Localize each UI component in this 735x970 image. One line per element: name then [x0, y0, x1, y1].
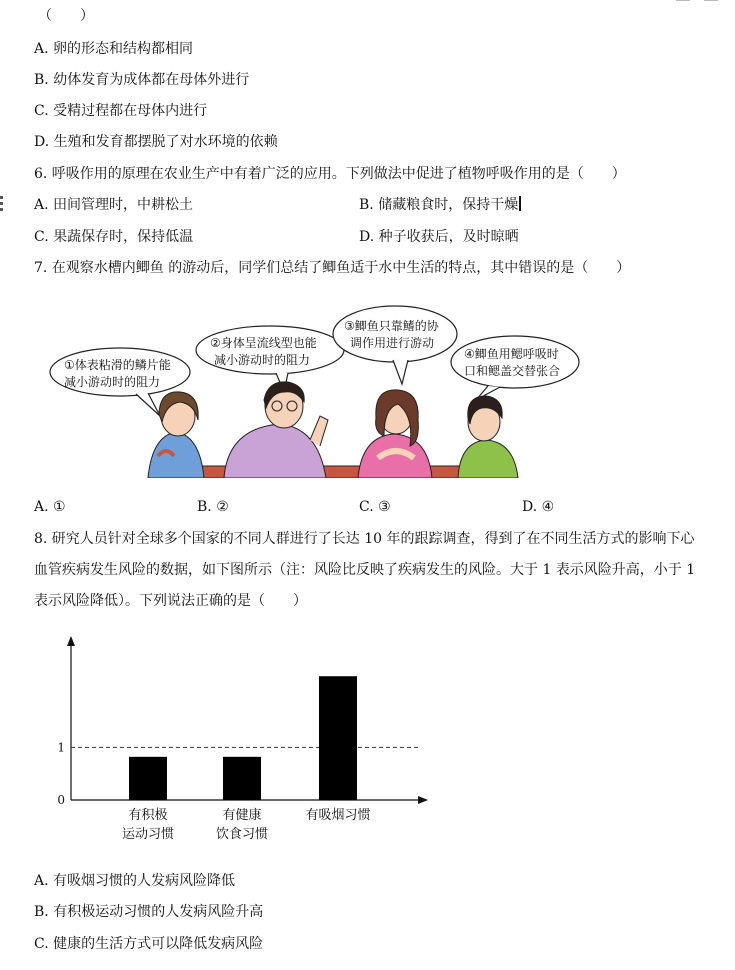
q5-option-b: B. 幼体发育为成体都在母体外进行 — [34, 72, 250, 88]
bar — [319, 676, 357, 800]
q6-stem: 6. 呼吸作用的原理在农业生产中有着广泛的应用。下列做法中促进了植物呼吸作用的是（ ） — [34, 166, 626, 182]
bubble-1-line-2: 减小游动时的阻力 — [64, 375, 161, 389]
q8-option-a: A. 有吸烟习惯的人发病风险降低 — [34, 873, 236, 889]
q5-stem-tail: （ ） — [38, 8, 94, 24]
q6-option-d: D. 种子收获后，及时晾晒 — [359, 229, 519, 245]
bar — [223, 757, 261, 800]
q6-option-b-wrap — [359, 195, 521, 215]
bar — [129, 757, 167, 800]
q5-option-a: A. 卵的形态和结构都相同 — [34, 41, 194, 57]
text-cursor — [519, 196, 521, 211]
student-4-figure — [458, 396, 518, 478]
bubble-4-line-1: ④鲫鱼用鳃呼吸时 — [464, 347, 559, 361]
bubble-3-line-2: 调作用进行游动 — [350, 336, 435, 350]
page-corner-mark — [676, 0, 690, 4]
category-label: 有吸烟习惯 — [305, 808, 371, 823]
speech-bubble-4 — [451, 336, 579, 388]
risk-ratio-bar-chart — [40, 632, 460, 847]
y-tick-label: 1 — [57, 740, 65, 755]
q8-stem-line-3: 表示风险降低）。下列说法正确的是（ ） — [34, 593, 307, 609]
q8-option-c: C. 健康的生活方式可以降低发病风险 — [34, 936, 264, 952]
bubble-3-line-1: ③鲫鱼只靠鳍的协 — [344, 319, 439, 333]
q8-option-b: B. 有积极运动习惯的人发病风险升高 — [34, 904, 264, 920]
category-label: 运动习惯 — [121, 827, 175, 842]
q7-illustration — [48, 296, 588, 478]
q7-option-a: A. ① — [34, 499, 66, 515]
edge-drag-handle[interactable] — [0, 196, 3, 214]
category-label: 有健康 — [222, 808, 262, 823]
q7-stem: 7. 在观察水槽内鲫鱼 的游动后，同学们总结了鲫鱼适于水中生活的特点，其中错误的是（ ） — [34, 260, 631, 276]
y-tick-label: 0 — [57, 793, 65, 807]
q6-option-a: A. 田间管理时，中耕松土 — [34, 197, 194, 213]
q6-option-b: B. 储藏粮食时，保持干燥 — [359, 197, 519, 213]
y-axis-arrow — [67, 636, 75, 646]
q5-option-c: C. 受精过程都在母体内进行 — [34, 103, 208, 119]
q7-option-c: C. ③ — [359, 499, 391, 515]
q8-stem-line-1: 8. 研究人员针对全球多个国家的不同人群进行了长达 10 年的跟踪调查，得到了在不同生活方式的影响下心 — [34, 531, 695, 547]
bubble-4-line-2: 口和鳃盖交替张合 — [464, 364, 561, 378]
speech-bubble-3 — [333, 306, 457, 362]
bubble-1-line-1: ①体表粘滑的鳞片能 — [64, 358, 171, 372]
student-1-figure — [148, 392, 204, 478]
bubble-2-line-2: 减小游动时的阻力 — [214, 353, 311, 367]
category-label: 饮食习惯 — [215, 827, 269, 842]
page-corner-mark — [704, 0, 718, 4]
q7-option-b: B. ② — [197, 499, 229, 515]
q7-option-d: D. ④ — [522, 499, 555, 515]
category-label: 有积极 — [128, 808, 168, 823]
student-2-figure — [224, 382, 328, 478]
student-3-figure — [358, 390, 432, 478]
q5-option-d: D. 生殖和发育都摆脱了对水环境的依赖 — [34, 134, 278, 150]
q8-stem-line-2: 血管疾病发生风险的数据，如下图所示（注：风险比反映了疾病发生的风险。大于 1 表示风险升高，小于 1 — [34, 562, 696, 578]
bubble-2-line-1: ②身体呈流线型也能 — [210, 336, 317, 350]
q6-option-c: C. 果蔬保存时，保持低温 — [34, 229, 194, 245]
x-axis-arrow — [418, 796, 428, 804]
